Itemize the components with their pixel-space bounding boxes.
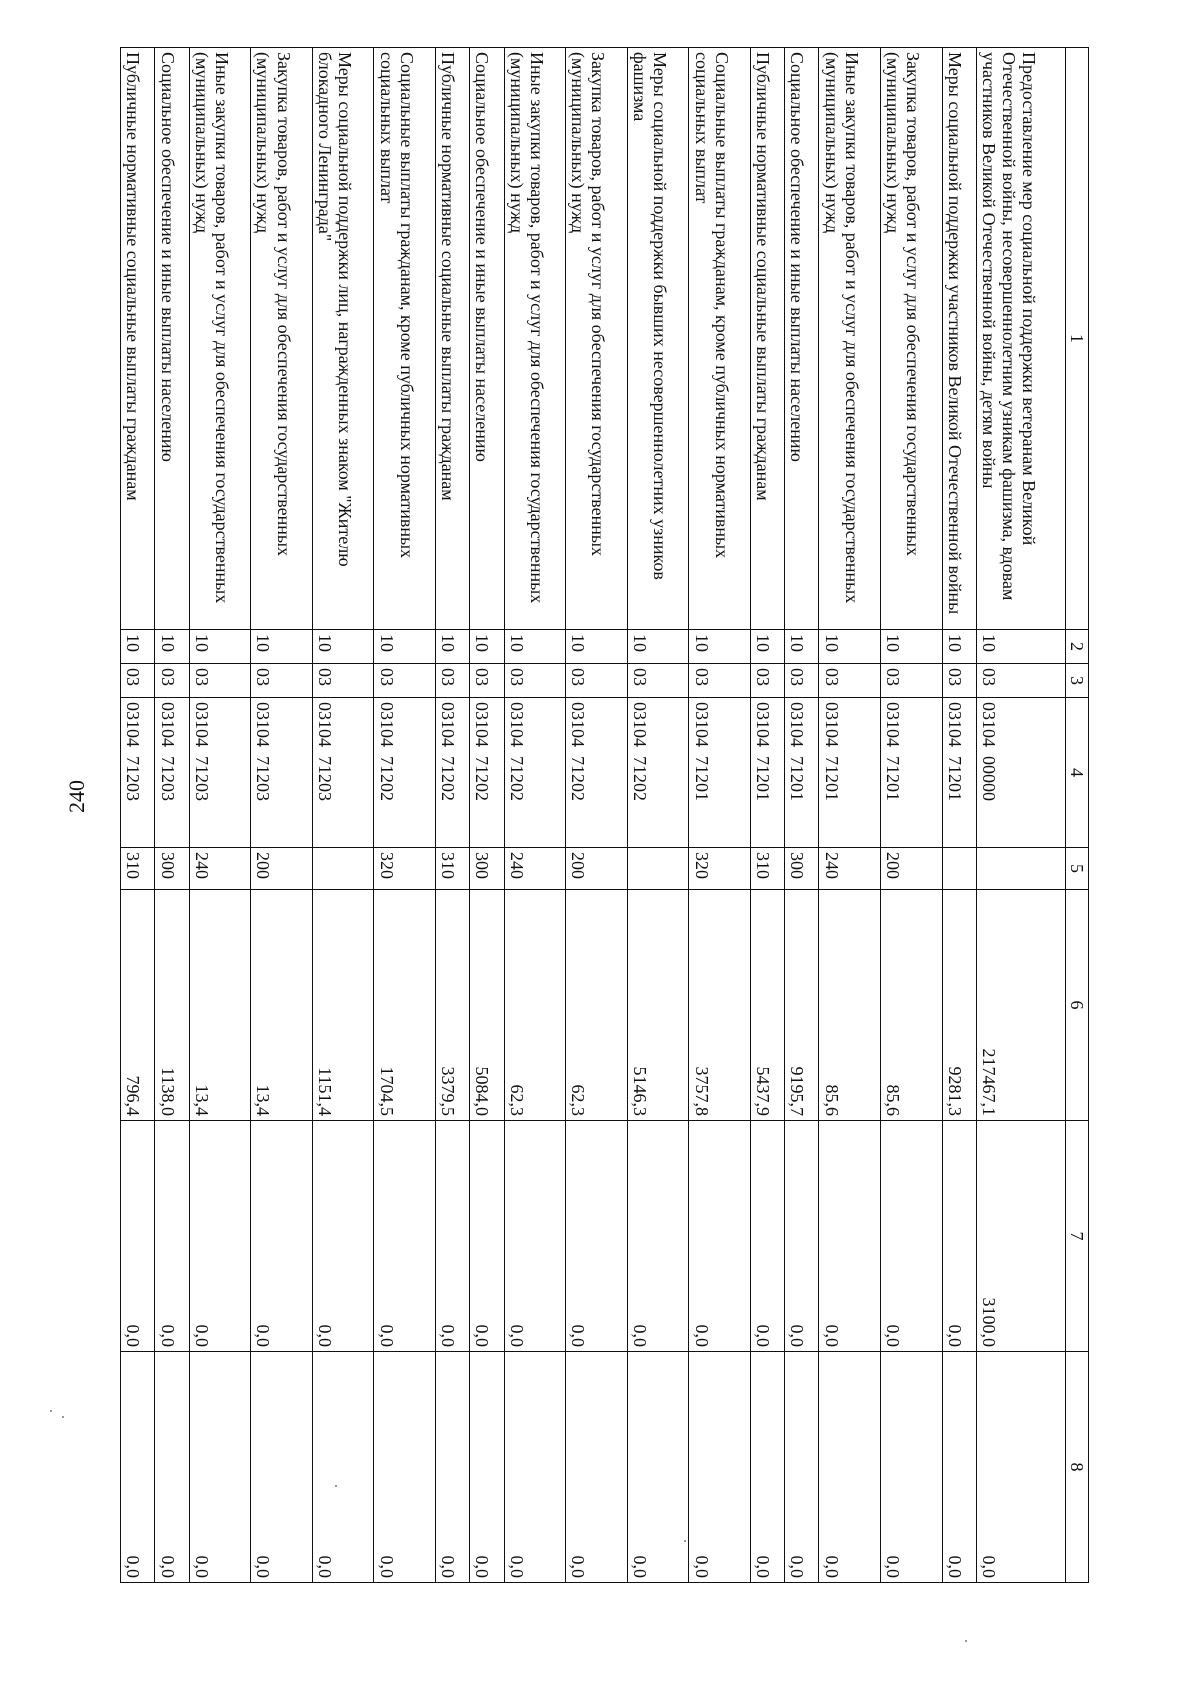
cell-podrazdel: 03 (689, 664, 751, 698)
cell-amount-col6: 1704,5 (374, 890, 436, 1121)
cell-name: Иные закупки товаров, работ и услуг для обеспечения государственных (муниципальных) нужд (504, 48, 566, 630)
table-row (155, 48, 189, 1583)
cell-podrazdel: 03 (566, 664, 628, 698)
cell-target-article: 03104 71201 (881, 698, 943, 848)
cell-podrazdel: 03 (819, 664, 881, 698)
cell-amount-col7: 0,0 (627, 1121, 689, 1352)
scan-speck (50, 1410, 52, 1412)
cell-target-article: 03104 71201 (942, 698, 976, 848)
cell-amount-col7: 0,0 (942, 1121, 976, 1352)
cell-razdel: 10 (374, 630, 436, 664)
cell-name: Закупка товаров, работ и услуг для обеспечения государственных (муниципальных) нужд (881, 48, 943, 630)
cell-expense-type: 300 (470, 848, 504, 890)
cell-expense-type: 240 (189, 848, 251, 890)
cell-amount-col7: 0,0 (470, 1121, 504, 1352)
cell-amount-col8: 0,0 (155, 1352, 189, 1583)
cell-amount-col6: 3379,5 (436, 890, 470, 1121)
cell-expense-type: 310 (436, 848, 470, 890)
cell-podrazdel: 03 (976, 664, 1065, 698)
cell-name: Закупка товаров, работ и услуг для обеспечения государственных (муниципальных) нужд (251, 48, 313, 630)
cell-amount-col7: 0,0 (436, 1121, 470, 1352)
cell-name: Социальное обеспечение и иные выплаты населению (155, 48, 189, 630)
cell-amount-col6: 217467,1 (976, 890, 1065, 1121)
cell-expense-type: 310 (751, 848, 785, 890)
cell-podrazdel: 03 (942, 664, 976, 698)
cell-target-article: 03104 71201 (689, 698, 751, 848)
cell-target-article: 03104 71201 (751, 698, 785, 848)
cell-razdel: 10 (819, 630, 881, 664)
cell-amount-col8: 0,0 (689, 1352, 751, 1583)
cell-podrazdel: 03 (312, 664, 374, 698)
cell-name: Закупка товаров, работ и услуг для обеспечения государственных (муниципальных) нужд (566, 48, 628, 630)
cell-name: Предоставление мер социальной поддержки ветеранам Великой Отечественной войны, несовершеннолетним узникам фашизма, вдовам участников Великой Отечественной войны, детям войны (976, 48, 1065, 630)
cell-amount-col8: 0,0 (976, 1352, 1065, 1583)
cell-podrazdel: 03 (504, 664, 566, 698)
table-row (881, 48, 943, 1583)
cell-amount-col8: 0,0 (566, 1352, 628, 1583)
cell-podrazdel: 03 (121, 664, 155, 698)
cell-amount-col6: 1138,0 (155, 890, 189, 1121)
cell-razdel: 10 (689, 630, 751, 664)
cell-target-article: 03104 71203 (121, 698, 155, 848)
cell-expense-type (942, 848, 976, 890)
cell-amount-col7: 0,0 (751, 1121, 785, 1352)
cell-amount-col6: 85,6 (819, 890, 881, 1121)
cell-amount-col7: 3100,0 (976, 1121, 1065, 1352)
cell-expense-type: 240 (819, 848, 881, 890)
cell-name: Публичные нормативные социальные выплаты гражданам (751, 48, 785, 630)
cell-podrazdel: 03 (881, 664, 943, 698)
cell-amount-col8: 0,0 (627, 1352, 689, 1583)
table-row (785, 48, 819, 1583)
cell-amount-col6: 5084,0 (470, 890, 504, 1121)
cell-amount-col7: 0,0 (566, 1121, 628, 1352)
table-row (689, 48, 751, 1583)
table-row (751, 48, 785, 1583)
cell-razdel: 10 (751, 630, 785, 664)
cell-amount-col6: 1151,4 (312, 890, 374, 1121)
cell-razdel: 10 (155, 630, 189, 664)
cell-razdel: 10 (121, 630, 155, 664)
cell-amount-col6: 13,4 (251, 890, 313, 1121)
table-row (189, 48, 251, 1583)
cell-amount-col7: 0,0 (155, 1121, 189, 1352)
cell-podrazdel: 03 (627, 664, 689, 698)
cell-name: Иные закупки товаров, работ и услуг для обеспечения государственных (муниципальных) нужд (819, 48, 881, 630)
cell-amount-col6: 62,3 (566, 890, 628, 1121)
cell-amount-col7: 0,0 (374, 1121, 436, 1352)
cell-expense-type (627, 848, 689, 890)
cell-target-article: 03104 71203 (251, 698, 313, 848)
cell-expense-type: 240 (504, 848, 566, 890)
cell-amount-col8: 0,0 (504, 1352, 566, 1583)
cell-amount-col6: 5437,9 (751, 890, 785, 1121)
cell-expense-type: 300 (785, 848, 819, 890)
scan-speck (965, 1640, 967, 1642)
cell-expense-type: 300 (155, 848, 189, 890)
cell-amount-col8: 0,0 (785, 1352, 819, 1583)
cell-amount-col8: 0,0 (189, 1352, 251, 1583)
cell-razdel: 10 (470, 630, 504, 664)
cell-amount-col8: 0,0 (121, 1352, 155, 1583)
scan-speck (62, 1416, 64, 1418)
cell-amount-col8: 0,0 (819, 1352, 881, 1583)
cell-podrazdel: 03 (155, 664, 189, 698)
cell-amount-col7: 0,0 (881, 1121, 943, 1352)
cell-amount-col6: 5146,3 (627, 890, 689, 1121)
cell-amount-col8: 0,0 (881, 1352, 943, 1583)
cell-razdel: 10 (881, 630, 943, 664)
cell-amount-col6: 3757,8 (689, 890, 751, 1121)
table-row (312, 48, 374, 1583)
cell-amount-col7: 0,0 (819, 1121, 881, 1352)
header-col-4: 4 (1066, 698, 1089, 848)
budget-table-container (120, 47, 1089, 1582)
cell-target-article: 03104 71202 (374, 698, 436, 848)
cell-target-article: 03104 71201 (819, 698, 881, 848)
cell-razdel: 10 (251, 630, 313, 664)
table-body (121, 48, 1066, 1583)
table-row (819, 48, 881, 1583)
cell-amount-col8: 0,0 (470, 1352, 504, 1583)
scan-speck (684, 1540, 686, 1542)
cell-name: Социальные выплаты гражданам, кроме публичных нормативных социальных выплат (689, 48, 751, 630)
cell-expense-type: 200 (881, 848, 943, 890)
table-row (504, 48, 566, 1583)
cell-razdel: 10 (942, 630, 976, 664)
cell-amount-col6: 62,3 (504, 890, 566, 1121)
cell-expense-type: 320 (374, 848, 436, 890)
cell-target-article: 03104 71202 (470, 698, 504, 848)
table-row (470, 48, 504, 1583)
cell-amount-col7: 0,0 (189, 1121, 251, 1352)
table-row (566, 48, 628, 1583)
cell-amount-col8: 0,0 (942, 1352, 976, 1583)
cell-expense-type (976, 848, 1065, 890)
cell-amount-col6: 9281,3 (942, 890, 976, 1121)
cell-target-article: 03104 71202 (436, 698, 470, 848)
cell-expense-type: 200 (251, 848, 313, 890)
table-row (374, 48, 436, 1583)
cell-podrazdel: 03 (374, 664, 436, 698)
cell-expense-type (312, 848, 374, 890)
cell-target-article: 03104 71203 (189, 698, 251, 848)
cell-razdel: 10 (504, 630, 566, 664)
header-col-7: 7 (1066, 1121, 1089, 1352)
cell-target-article: 03104 71202 (566, 698, 628, 848)
page-number: 240 (64, 780, 89, 813)
cell-amount-col6: 13,4 (189, 890, 251, 1121)
cell-amount-col7: 0,0 (504, 1121, 566, 1352)
header-col-5: 5 (1066, 848, 1089, 890)
header-col-6: 6 (1066, 890, 1089, 1121)
cell-name: Социальное обеспечение и иные выплаты населению (470, 48, 504, 630)
cell-podrazdel: 03 (470, 664, 504, 698)
budget-table (120, 47, 1089, 1583)
cell-amount-col8: 0,0 (312, 1352, 374, 1583)
cell-name: Меры социальной поддержки лиц, награжденных знаком "Жителю блокадного Ленинграда" (312, 48, 374, 630)
table-row (251, 48, 313, 1583)
cell-amount-col8: 0,0 (374, 1352, 436, 1583)
table-row (121, 48, 155, 1583)
cell-amount-col7: 0,0 (251, 1121, 313, 1352)
cell-name: Иные закупки товаров, работ и услуг для обеспечения государственных (муниципальных) нужд (189, 48, 251, 630)
cell-amount-col6: 9195,7 (785, 890, 819, 1121)
cell-expense-type: 310 (121, 848, 155, 890)
cell-amount-col7: 0,0 (312, 1121, 374, 1352)
cell-amount-col7: 0,0 (689, 1121, 751, 1352)
cell-amount-col6: 796,4 (121, 890, 155, 1121)
header-col-8: 8 (1066, 1352, 1089, 1583)
cell-amount-col7: 0,0 (121, 1121, 155, 1352)
cell-razdel: 10 (627, 630, 689, 664)
header-col-2: 2 (1066, 630, 1089, 664)
scan-speck (335, 1485, 337, 1487)
cell-amount-col6: 85,6 (881, 890, 943, 1121)
cell-target-article: 03104 71203 (155, 698, 189, 848)
cell-podrazdel: 03 (751, 664, 785, 698)
cell-amount-col8: 0,0 (436, 1352, 470, 1583)
cell-razdel: 10 (189, 630, 251, 664)
table-row (976, 48, 1065, 1583)
header-row (1066, 48, 1089, 1583)
cell-amount-col8: 0,0 (751, 1352, 785, 1583)
cell-target-article: 03104 00000 (976, 698, 1065, 848)
cell-amount-col8: 0,0 (251, 1352, 313, 1583)
cell-razdel: 10 (785, 630, 819, 664)
cell-razdel: 10 (976, 630, 1065, 664)
cell-target-article: 03104 71202 (504, 698, 566, 848)
cell-name: Меры социальной поддержки бывших несовершеннолетних узников фашизма (627, 48, 689, 630)
header-col-3: 3 (1066, 664, 1089, 698)
cell-razdel: 10 (566, 630, 628, 664)
header-col-1: 1 (1066, 48, 1089, 630)
cell-target-article: 03104 71203 (312, 698, 374, 848)
cell-name: Социальные выплаты гражданам, кроме публичных нормативных социальных выплат (374, 48, 436, 630)
cell-podrazdel: 03 (189, 664, 251, 698)
cell-razdel: 10 (436, 630, 470, 664)
cell-name: Публичные нормативные социальные выплаты гражданам (121, 48, 155, 630)
cell-amount-col7: 0,0 (785, 1121, 819, 1352)
cell-podrazdel: 03 (785, 664, 819, 698)
cell-expense-type: 320 (689, 848, 751, 890)
cell-target-article: 03104 71201 (785, 698, 819, 848)
cell-podrazdel: 03 (251, 664, 313, 698)
table-row (942, 48, 976, 1583)
table-row (436, 48, 470, 1583)
cell-expense-type: 200 (566, 848, 628, 890)
cell-target-article: 03104 71202 (627, 698, 689, 848)
table-row (627, 48, 689, 1583)
cell-podrazdel: 03 (436, 664, 470, 698)
cell-name: Социальное обеспечение и иные выплаты населению (785, 48, 819, 630)
cell-name: Меры социальной поддержки участников Великой Отечественной войны (942, 48, 976, 630)
cell-name: Публичные нормативные социальные выплаты гражданам (436, 48, 470, 630)
cell-razdel: 10 (312, 630, 374, 664)
